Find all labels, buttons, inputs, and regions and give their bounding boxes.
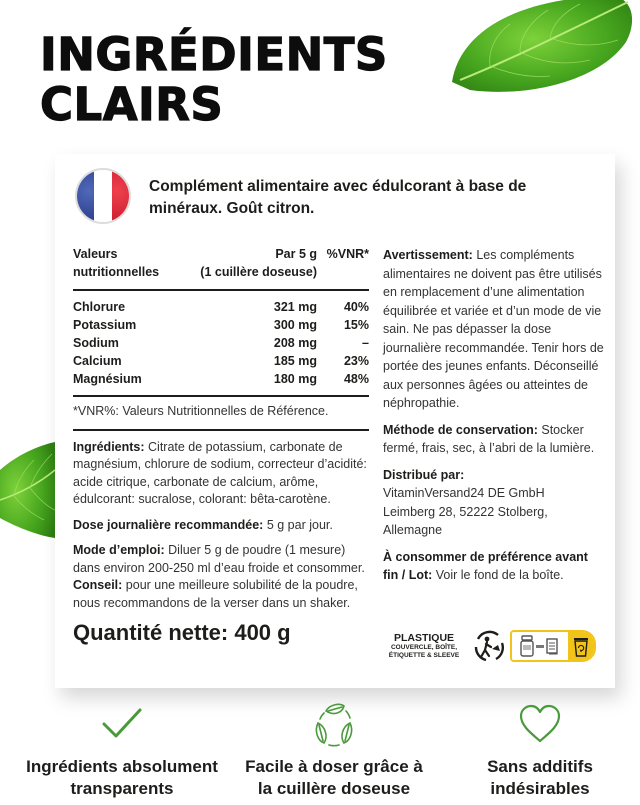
- distributor-name: VitaminVersand24 DE GmbH: [383, 486, 545, 500]
- feature-transparent-ingredients: [12, 700, 232, 800]
- separator-dash: [536, 645, 544, 648]
- right-column: [383, 246, 605, 593]
- feature-label-line1: Sans additifs: [487, 757, 593, 776]
- table-row: [73, 352, 369, 370]
- nutrient-vnr: 48%: [343, 372, 369, 386]
- storage-section: [383, 421, 605, 458]
- page-title: [40, 30, 388, 130]
- best-before-text: Voir le fond de la boîte.: [432, 568, 564, 582]
- nutrient-vnr: 15%: [343, 318, 369, 332]
- header-amount: [177, 246, 317, 290]
- nutrient-vnr: 23%: [343, 354, 369, 368]
- table-row: [73, 370, 369, 396]
- header-vnr: %VNR*: [326, 247, 369, 261]
- distributor-country: Allemagne: [383, 523, 443, 537]
- tip-text: pour une meilleure solubilité de la poudre, nous recommandons de la verser dans un shaker.: [73, 578, 358, 610]
- header-amount-line2: (1 cuillère doseuse): [200, 264, 317, 279]
- heart-icon: [518, 704, 562, 744]
- tip-label: Conseil:: [73, 578, 123, 592]
- nutrient-name: Magnésium: [73, 372, 142, 386]
- header-nutrient-line2: nutritionnelles: [73, 264, 160, 279]
- nutrient-vnr: 40%: [343, 300, 369, 314]
- usage-text: Diluer 5 g de poudre (1 mesure) dans environ 200-250 ml d’eau froide et consommer.: [73, 543, 365, 575]
- table-row: [73, 290, 369, 316]
- feature-easy-dosing: [224, 700, 444, 800]
- header-nutrient: [73, 246, 177, 290]
- nutrient-name: Calcium: [73, 354, 122, 368]
- section-divider: [73, 429, 369, 431]
- product-description: Complément alimentaire avec édulcorant à base de minéraux. Goût citron.: [149, 178, 527, 217]
- title-line-1: INGRÉDIENTS: [40, 28, 388, 81]
- vnr-footnote: *VNR%: Valeurs Nutritionnelles de Référence.: [73, 404, 329, 418]
- warning-text: Les compléments alimentaires ne doivent pas être utilisés en remplacement d’une alimentation équilibrée et variée et d’un mode de vie sain. Ne pas dépasser la dose journalière recommandée. Tenir hors de portée des jeunes enfants. Déconseillé aux personnes âgées ou atteintes de néphropathie.: [383, 248, 604, 410]
- recycling-info: [380, 626, 600, 666]
- recycling-instructions: [510, 630, 596, 662]
- best-before-section: [383, 548, 605, 585]
- warning-section: [383, 246, 605, 413]
- distributor-section: [383, 466, 605, 540]
- feature-label-line2: transparents: [70, 779, 174, 798]
- ingredients-text: Citrate de potassium, carbonate de magnésium, chlorure de sodium, correcteur d’acidité: acide citrique, carbonate de calcium, arôme, édulcorant: sucralose, colorant: bêta-carotène.: [73, 439, 367, 506]
- feature-label-line1: Facile à doser grâce à: [245, 757, 423, 776]
- feature-label-line2: indésirables: [490, 779, 590, 798]
- label-icon: [546, 637, 560, 655]
- nutrient-name: Chlorure: [73, 300, 126, 314]
- recycling-items: [512, 632, 568, 660]
- recycling-material: PLASTIQUE: [393, 632, 455, 644]
- daily-dose-label: Dose journalière recommandée:: [73, 517, 264, 532]
- recycling-parts-line1: COUVERCLE, BOÎTE,: [390, 644, 458, 651]
- ingredients-section: [73, 439, 369, 509]
- daily-dose-text: 5 g par jour.: [263, 517, 333, 532]
- usage-label: Mode d’emploi:: [73, 543, 165, 557]
- feature-no-additives: [430, 700, 640, 800]
- usage-section: [73, 542, 369, 612]
- storage-label: Méthode de conservation:: [383, 422, 538, 437]
- product-info-card: [55, 154, 615, 688]
- recycling-text: [380, 632, 468, 660]
- nutrient-amount: 180 mg: [273, 372, 317, 386]
- nutrient-name: Potassium: [73, 318, 137, 332]
- warning-label: Avertissement:: [383, 248, 473, 262]
- triman-icon: [472, 629, 506, 663]
- nutrition-table: [73, 246, 369, 397]
- ingredients-label: Ingrédients:: [73, 439, 145, 454]
- nutrient-vnr: –: [362, 336, 369, 350]
- table-row: [73, 334, 369, 352]
- distributor-label: Distribué par:: [383, 467, 465, 482]
- best-before-label: À consommer de préférence avant fin / Lot:: [383, 549, 588, 582]
- left-column: [73, 246, 369, 646]
- leaf-cycle-icon: [312, 701, 356, 747]
- leaf-icon: [440, 0, 640, 100]
- nutrition-table-header: [73, 246, 369, 290]
- nutrient-amount: 208 mg: [273, 336, 317, 350]
- recycling-parts-line2: ÉTIQUETTE & SLEEVE: [388, 652, 460, 659]
- header-nutrient-line1: Valeurs: [73, 247, 118, 261]
- features-row: [0, 700, 640, 805]
- nutrient-name: Sodium: [73, 336, 119, 350]
- checkmark-icon: [100, 706, 144, 742]
- distributor-address: Leimberg 28, 52222 Stolberg,: [383, 504, 548, 519]
- recycling-bin-icon: [568, 632, 594, 660]
- nutrient-amount: 300 mg: [273, 318, 317, 332]
- france-flag-icon: [75, 168, 131, 224]
- header-amount-line1: Par 5 g: [275, 247, 317, 261]
- daily-dose-section: [73, 517, 369, 535]
- feature-label-line1: Ingrédients absolument: [26, 757, 218, 776]
- table-row: [73, 316, 369, 334]
- jar-icon: [520, 635, 534, 657]
- storage-text: Stocker fermé, frais, sec, à l’abri de la lumière.: [383, 422, 595, 455]
- nutrient-amount: 185 mg: [273, 354, 317, 368]
- feature-label-line2: la cuillère doseuse: [257, 779, 411, 798]
- title-line-2: CLAIRS: [40, 78, 224, 131]
- net-quantity: Quantité nette: 400 g: [73, 620, 291, 645]
- nutrient-amount: 321 mg: [273, 300, 317, 314]
- leaf-icon: [0, 440, 55, 540]
